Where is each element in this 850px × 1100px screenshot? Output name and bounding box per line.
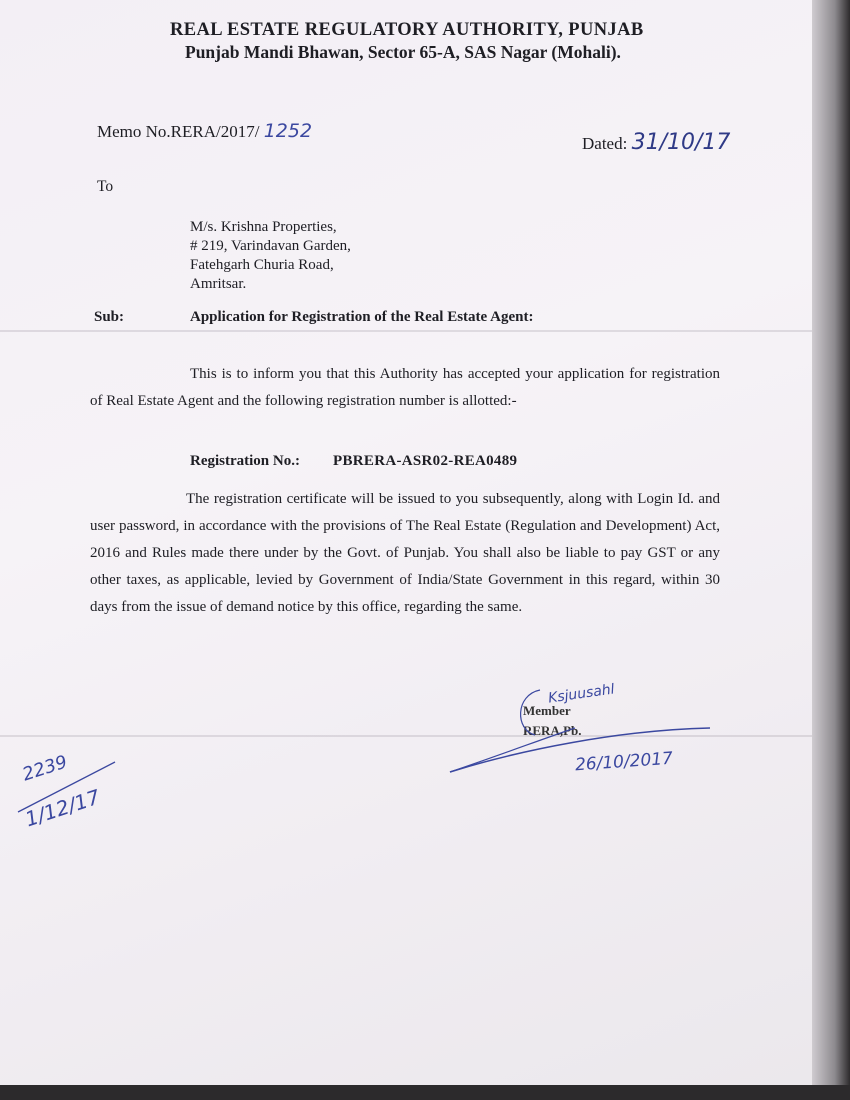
subject-label: Sub: [94, 309, 125, 325]
address-line: Fatehgarh Churia Road, [190, 257, 334, 273]
annotation-date: 1/12/17 [22, 784, 103, 832]
annotation-divider [18, 762, 115, 812]
handwritten-signature: Ksjuusahl [547, 681, 616, 707]
annotation-number: 2239 [19, 751, 70, 786]
signature-date: 26/10/2017 [574, 748, 674, 776]
address-line: # 219, Varindavan Garden, [190, 238, 351, 254]
to-label: To [97, 178, 114, 195]
authority-address: Punjab Mandi Bhawan, Sector 65-A, SAS Nagar (Mohali). [185, 42, 621, 62]
signatory-designation: Member [523, 703, 571, 718]
scan-edge [812, 0, 850, 1100]
memo-label: Memo No.RERA/2017/ [97, 122, 260, 141]
dated-handwritten: 31/10/17 [631, 130, 731, 155]
signature-stroke [450, 728, 710, 772]
registration-label: Registration No.: [190, 453, 300, 469]
body-paragraph-1: This is to inform you that this Authority has accepted your application for registration of Real Estate Agent and the following registration number is allotted:- [90, 366, 720, 409]
dated-label: Dated: [582, 134, 628, 153]
authority-title: REAL ESTATE REGULATORY AUTHORITY, PUNJAB [170, 20, 644, 40]
signature-stroke [450, 728, 575, 772]
scan-bottom-edge [0, 1085, 850, 1100]
address-line: M/s. Krishna Properties, [190, 219, 337, 235]
body-paragraph-2: The registration certificate will be issued to you subsequently, along with Login Id. and user password, in accordance with the provisions of The Real Estate (Regulation and Development) Act, 2016 and Rules made there under by the Govt. of Punjab. You shall also be liable to pay GST or any other taxes, as applicable, levied by Government of India/State Government in this regard, within 30 days from the issue of demand notice by this office, regarding the same. [90, 491, 720, 615]
memo-handwritten-number: 1252 [263, 120, 313, 142]
signatory-office: RERA,Pb. [523, 723, 582, 738]
subject-text: Application for Registration of the Real Estate Agent: [190, 309, 534, 325]
address-line: Amritsar. [190, 276, 247, 292]
registration-number: PBRERA-ASR02-REA0489 [333, 453, 518, 469]
signature-loop [521, 690, 540, 735]
